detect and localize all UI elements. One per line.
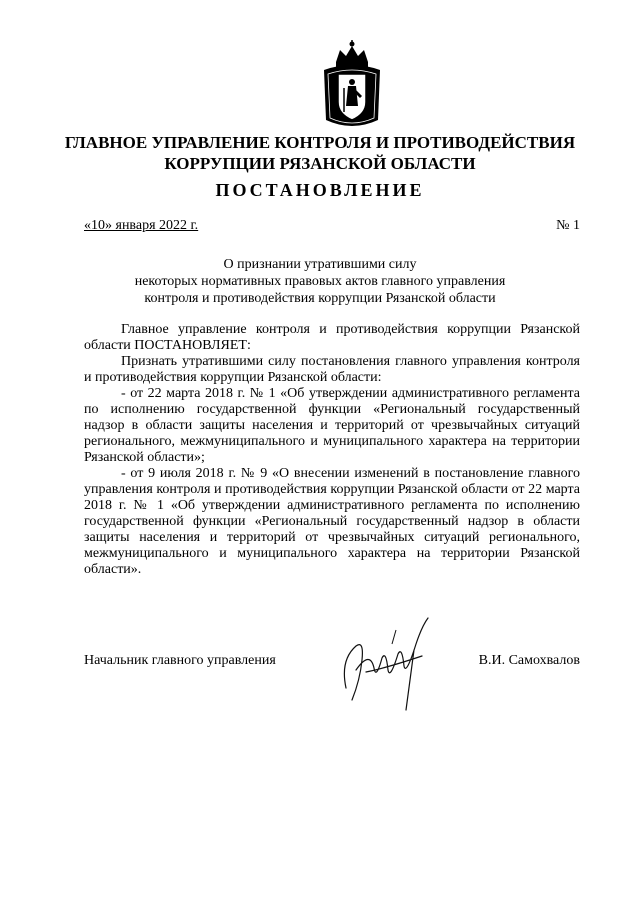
organization-title-line-2: КОРРУПЦИИ РЯЗАНСКОЙ ОБЛАСТИ — [164, 154, 476, 173]
body-paragraph: - от 22 марта 2018 г. № 1 «Об утверждении административного регламента по исполнению государственной функции «Региональный государственный надзор в области защиты населения и территорий от чрезвычайных ситуаций регионального, межмуниципального и муниципального характера на территории Рязанской области»; — [84, 386, 580, 465]
organization-title-line-1: ГЛАВНОЕ УПРАВЛЕНИЕ КОНТРОЛЯ И ПРОТИВОДЕЙСТВИЯ — [64, 133, 576, 152]
subject-line-3: контроля и противодействия коррупции Рязанской области — [144, 291, 496, 306]
document-body — [84, 322, 580, 578]
subject-line-2: некоторых нормативных правовых актов главного управления — [134, 274, 506, 289]
document-number: № 1 — [556, 218, 580, 233]
organization-title — [60, 132, 580, 174]
body-paragraph: Признать утратившими силу постановления главного управления контроля и противодействия коррупции Рязанской области: — [84, 354, 580, 385]
handwritten-signature-icon — [326, 610, 456, 720]
document-subject — [60, 256, 580, 307]
subject-line-1: О признании утратившими силу — [223, 257, 417, 272]
signatory-title: Начальник главного управления — [84, 653, 276, 668]
document-date: «10» января 2022 г. — [84, 218, 199, 233]
body-paragraph: - от 9 июля 2018 г. № 9 «О внесении изменений в постановление главного управления контроля и противодействия коррупции Рязанской области от 22 марта 2018 г. № 1 «Об утверждении административного регламента по исполнению государственной функции «Региональный государственный надзор в области защиты населения и территорий от чрезвычайных ситуаций регионального, межмуниципального и муниципального характера на территории Рязанской области». — [84, 466, 580, 577]
document-type: ПОСТАНОВЛЕНИЕ — [215, 180, 425, 200]
body-paragraph: Главное управление контроля и противодействия коррупции Рязанской области ПОСТАНОВЛЯЕТ: — [84, 322, 580, 353]
coat-of-arms-icon — [320, 40, 384, 132]
signatory-name: В.И. Самохвалов — [478, 653, 580, 668]
